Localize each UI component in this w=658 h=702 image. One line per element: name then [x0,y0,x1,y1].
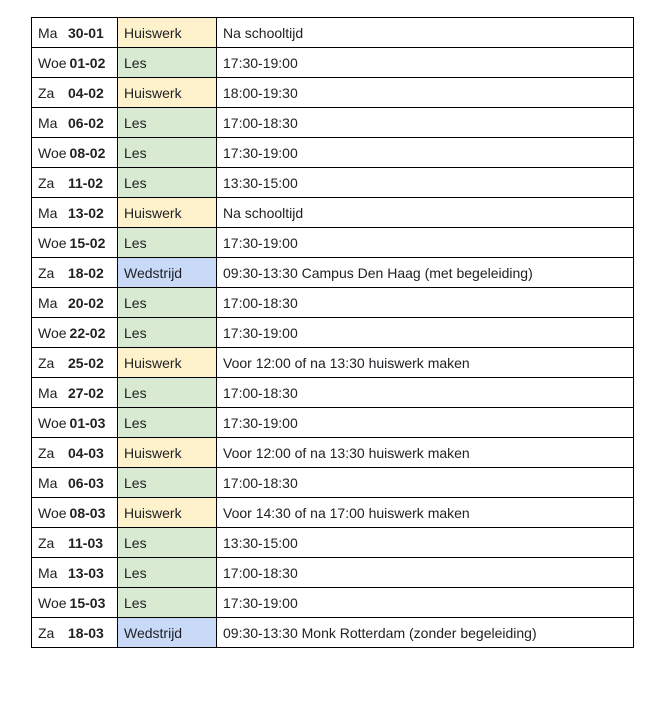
weekday-label: Ma [38,474,58,491]
weekday-label: Woe [38,234,67,251]
type-cell: Les [118,168,217,198]
description-cell: 17:30-19:00 [217,318,634,348]
date-label: 08-03 [69,504,106,521]
date-label: 08-02 [69,144,106,161]
description-cell: 17:30-19:00 [217,48,634,78]
day-cell [32,198,118,228]
weekday-label: Za [38,534,55,551]
type-cell: Les [118,318,217,348]
description-cell: 17:30-19:00 [217,408,634,438]
type-cell: Huiswerk [118,348,217,378]
date-label: 18-02 [68,264,104,281]
weekday-label: Woe [38,324,67,341]
type-cell: Huiswerk [118,78,217,108]
weekday-label: Za [38,354,55,371]
date-label: 13-03 [68,564,104,581]
weekday-label: Za [38,444,55,461]
day-cell [32,378,118,408]
day-cell [32,168,118,198]
date-label: 15-02 [69,234,106,251]
table-row [32,498,634,528]
description-cell: Na schooltijd [217,18,634,48]
day-cell [32,438,118,468]
date-label: 22-02 [69,324,106,341]
date-label: 11-02 [68,174,104,191]
table-row [32,318,634,348]
type-cell: Les [118,468,217,498]
day-cell [32,528,118,558]
day-cell [32,228,118,258]
date-label: 04-03 [68,444,104,461]
description-cell: 18:00-19:30 [217,78,634,108]
date-label: 13-02 [68,204,104,221]
date-label: 30-01 [68,24,104,41]
day-cell [32,318,118,348]
table-row [32,558,634,588]
description-cell: 17:00-18:30 [217,108,634,138]
type-cell: Les [118,228,217,258]
description-cell: 17:30-19:00 [217,228,634,258]
weekday-label: Ma [38,294,58,311]
date-label: 06-02 [68,114,104,131]
table-row [32,108,634,138]
day-cell [32,288,118,318]
weekday-label: Woe [38,594,67,611]
description-cell: 09:30-13:30 Campus Den Haag (met begeleiding) [217,258,634,288]
weekday-label: Za [38,264,55,281]
day-cell [32,258,118,288]
table-row [32,228,634,258]
weekday-label: Ma [38,384,58,401]
type-cell: Les [118,288,217,318]
table-row [32,438,634,468]
type-cell: Huiswerk [118,438,217,468]
weekday-label: Woe [38,54,67,71]
description-cell: 17:00-18:30 [217,468,634,498]
table-row [32,528,634,558]
table-row [32,408,634,438]
table-row [32,168,634,198]
description-cell: Voor 14:30 of na 17:00 huiswerk maken [217,498,634,528]
weekday-label: Woe [38,504,67,521]
table-row [32,348,634,378]
date-label: 04-02 [68,84,104,101]
description-cell: Voor 12:00 of na 13:30 huiswerk maken [217,438,634,468]
type-cell: Huiswerk [118,198,217,228]
date-label: 15-03 [69,594,106,611]
weekday-label: Woe [38,144,67,161]
schedule-body [32,18,634,648]
type-cell: Huiswerk [118,18,217,48]
description-cell: Na schooltijd [217,198,634,228]
date-label: 18-03 [68,624,104,641]
type-cell: Les [118,108,217,138]
description-cell: 17:30-19:00 [217,588,634,618]
weekday-label: Ma [38,564,58,581]
description-cell: Voor 12:00 of na 13:30 huiswerk maken [217,348,634,378]
day-cell [32,138,118,168]
type-cell: Les [118,48,217,78]
type-cell: Les [118,528,217,558]
date-label: 25-02 [68,354,104,371]
table-row [32,78,634,108]
table-row [32,138,634,168]
date-label: 01-02 [69,54,106,71]
day-cell [32,498,118,528]
schedule-table [31,17,634,648]
table-row [32,258,634,288]
day-cell [32,558,118,588]
type-cell: Wedstrijd [118,258,217,288]
weekday-label: Woe [38,414,67,431]
weekday-label: Za [38,174,55,191]
table-row [32,288,634,318]
type-cell: Les [118,588,217,618]
weekday-label: Ma [38,24,58,41]
table-row [32,48,634,78]
table-row [32,18,634,48]
table-row [32,378,634,408]
date-label: 27-02 [68,384,104,401]
type-cell: Les [118,378,217,408]
date-label: 06-03 [68,474,104,491]
description-cell: 13:30-15:00 [217,168,634,198]
type-cell: Huiswerk [118,498,217,528]
table-row [32,198,634,228]
table-row [32,618,634,648]
description-cell: 17:30-19:00 [217,138,634,168]
table-row [32,468,634,498]
description-cell: 17:00-18:30 [217,558,634,588]
day-cell [32,78,118,108]
date-label: 01-03 [69,414,106,431]
description-cell: 17:00-18:30 [217,378,634,408]
type-cell: Les [118,558,217,588]
weekday-label: Za [38,84,55,101]
day-cell [32,468,118,498]
type-cell: Les [118,408,217,438]
day-cell [32,618,118,648]
day-cell [32,48,118,78]
weekday-label: Za [38,624,55,641]
description-cell: 09:30-13:30 Monk Rotterdam (zonder begeleiding) [217,618,634,648]
description-cell: 17:00-18:30 [217,288,634,318]
type-cell: Wedstrijd [118,618,217,648]
day-cell [32,588,118,618]
weekday-label: Ma [38,114,58,131]
description-cell: 13:30-15:00 [217,528,634,558]
day-cell [32,348,118,378]
day-cell [32,408,118,438]
type-cell: Les [118,138,217,168]
day-cell [32,108,118,138]
table-row [32,588,634,618]
day-cell [32,18,118,48]
date-label: 11-03 [68,534,104,551]
date-label: 20-02 [68,294,104,311]
weekday-label: Ma [38,204,58,221]
